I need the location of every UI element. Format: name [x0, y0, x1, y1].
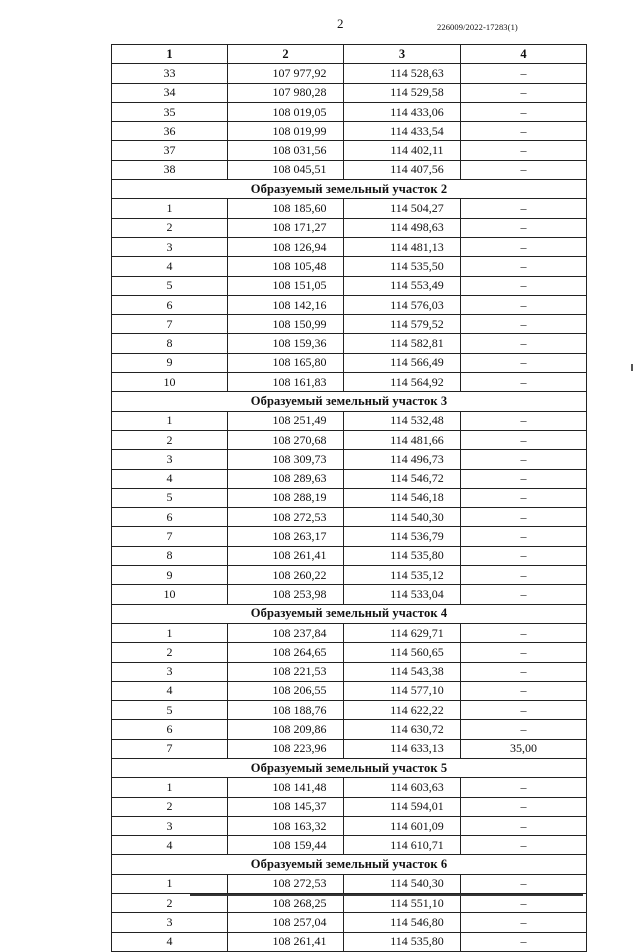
point-number-cell: 2 [112, 430, 228, 449]
distance-cell: – [461, 874, 587, 893]
section-title-row [112, 392, 587, 411]
distance-cell: – [461, 430, 587, 449]
x-coordinate-cell: 108 151,05 [228, 276, 344, 295]
distance-cell: – [461, 643, 587, 662]
x-coordinate-cell: 108 159,36 [228, 334, 344, 353]
x-coordinate-cell: 108 185,60 [228, 199, 344, 218]
section-title-row [112, 855, 587, 874]
distance-cell: – [461, 894, 587, 913]
y-coordinate-cell: 114 601,09 [344, 816, 461, 835]
distance-cell: – [461, 816, 587, 835]
y-coordinate-cell: 114 594,01 [344, 797, 461, 816]
distance-cell: – [461, 122, 587, 141]
point-number-cell: 2 [112, 797, 228, 816]
table-row [112, 450, 587, 469]
point-number-cell: 3 [112, 237, 228, 256]
distance-cell: – [461, 797, 587, 816]
table-row [112, 411, 587, 430]
y-coordinate-cell: 114 576,03 [344, 295, 461, 314]
y-coordinate-cell: 114 407,56 [344, 160, 461, 179]
point-number-cell: 10 [112, 373, 228, 392]
x-coordinate-cell: 108 261,41 [228, 932, 344, 951]
x-coordinate-cell: 108 105,48 [228, 257, 344, 276]
y-coordinate-cell: 114 533,04 [344, 585, 461, 604]
column-header: 2 [228, 45, 344, 64]
y-coordinate-cell: 114 433,54 [344, 122, 461, 141]
distance-cell: – [461, 257, 587, 276]
distance-cell: – [461, 373, 587, 392]
y-coordinate-cell: 114 566,49 [344, 353, 461, 372]
point-number-cell: 5 [112, 701, 228, 720]
distance-cell: – [461, 527, 587, 546]
x-coordinate-cell: 108 263,17 [228, 527, 344, 546]
point-number-cell: 3 [112, 816, 228, 835]
y-coordinate-cell: 114 540,30 [344, 508, 461, 527]
x-coordinate-cell: 108 270,68 [228, 430, 344, 449]
column-header: 3 [344, 45, 461, 64]
x-coordinate-cell: 108 031,56 [228, 141, 344, 160]
x-coordinate-cell: 108 141,48 [228, 778, 344, 797]
table-row [112, 508, 587, 527]
distance-cell: – [461, 102, 587, 121]
y-coordinate-cell: 114 560,65 [344, 643, 461, 662]
distance-cell: – [461, 720, 587, 739]
point-number-cell: 1 [112, 411, 228, 430]
distance-cell: – [461, 585, 587, 604]
distance-cell: – [461, 662, 587, 681]
point-number-cell: 4 [112, 836, 228, 855]
table-row [112, 643, 587, 662]
y-coordinate-cell: 114 504,27 [344, 199, 461, 218]
table-row [112, 430, 587, 449]
section-title: Образуемый земельный участок 3 [112, 392, 587, 411]
table-row [112, 662, 587, 681]
y-coordinate-cell: 114 481,66 [344, 430, 461, 449]
y-coordinate-cell: 114 498,63 [344, 218, 461, 237]
x-coordinate-cell: 108 272,53 [228, 874, 344, 893]
table-row [112, 160, 587, 179]
table-row [112, 797, 587, 816]
distance-cell: – [461, 469, 587, 488]
table-row [112, 64, 587, 83]
section-title: Образуемый земельный участок 4 [112, 604, 587, 623]
x-coordinate-cell: 108 171,27 [228, 218, 344, 237]
distance-cell: – [461, 276, 587, 295]
table-row [112, 566, 587, 585]
point-number-cell: 7 [112, 527, 228, 546]
x-coordinate-cell: 108 309,73 [228, 450, 344, 469]
table-row [112, 276, 587, 295]
table-row [112, 315, 587, 334]
document-id: 226009/2022-17283(1) [437, 22, 518, 32]
table-row [112, 488, 587, 507]
distance-cell: – [461, 778, 587, 797]
x-coordinate-cell: 108 264,65 [228, 643, 344, 662]
table-row [112, 720, 587, 739]
point-number-cell: 1 [112, 874, 228, 893]
point-number-cell: 2 [112, 218, 228, 237]
table-row [112, 353, 587, 372]
x-coordinate-cell: 108 150,99 [228, 315, 344, 334]
point-number-cell: 35 [112, 102, 228, 121]
distance-cell: – [461, 295, 587, 314]
point-number-cell: 3 [112, 662, 228, 681]
x-coordinate-cell: 108 237,84 [228, 623, 344, 642]
table-row [112, 257, 587, 276]
section-title: Образуемый земельный участок 2 [112, 180, 587, 199]
x-coordinate-cell: 108 251,49 [228, 411, 344, 430]
distance-cell: – [461, 199, 587, 218]
point-number-cell: 4 [112, 932, 228, 951]
y-coordinate-cell: 114 528,63 [344, 64, 461, 83]
table-row [112, 334, 587, 353]
x-coordinate-cell: 107 977,92 [228, 64, 344, 83]
x-coordinate-cell: 108 223,96 [228, 739, 344, 758]
section-title-row [112, 180, 587, 199]
y-coordinate-cell: 114 433,06 [344, 102, 461, 121]
table-row [112, 894, 587, 913]
distance-cell: – [461, 508, 587, 527]
y-coordinate-cell: 114 481,13 [344, 237, 461, 256]
section-title: Образуемый земельный участок 5 [112, 758, 587, 777]
x-coordinate-cell: 108 261,41 [228, 546, 344, 565]
point-number-cell: 4 [112, 469, 228, 488]
distance-cell: – [461, 701, 587, 720]
x-coordinate-cell: 108 257,04 [228, 913, 344, 932]
y-coordinate-cell: 114 536,79 [344, 527, 461, 546]
distance-cell: – [461, 932, 587, 951]
point-number-cell: 10 [112, 585, 228, 604]
y-coordinate-cell: 114 577,10 [344, 681, 461, 700]
x-coordinate-cell: 108 253,98 [228, 585, 344, 604]
point-number-cell: 7 [112, 739, 228, 758]
y-coordinate-cell: 114 564,92 [344, 373, 461, 392]
table-row [112, 527, 587, 546]
table-row [112, 469, 587, 488]
x-coordinate-cell: 108 142,16 [228, 295, 344, 314]
point-number-cell: 6 [112, 508, 228, 527]
x-coordinate-cell: 108 159,44 [228, 836, 344, 855]
point-number-cell: 36 [112, 122, 228, 141]
point-number-cell: 8 [112, 334, 228, 353]
distance-cell: – [461, 836, 587, 855]
distance-cell: – [461, 334, 587, 353]
point-number-cell: 7 [112, 315, 228, 334]
x-coordinate-cell: 108 268,25 [228, 894, 344, 913]
table-row [112, 932, 587, 951]
y-coordinate-cell: 114 553,49 [344, 276, 461, 295]
point-number-cell: 3 [112, 913, 228, 932]
y-coordinate-cell: 114 535,50 [344, 257, 461, 276]
y-coordinate-cell: 114 630,72 [344, 720, 461, 739]
table-row [112, 373, 587, 392]
point-number-cell: 34 [112, 83, 228, 102]
table-row [112, 585, 587, 604]
point-number-cell: 1 [112, 778, 228, 797]
x-coordinate-cell: 108 272,53 [228, 508, 344, 527]
point-number-cell: 5 [112, 488, 228, 507]
distance-cell: – [461, 623, 587, 642]
point-number-cell: 3 [112, 450, 228, 469]
y-coordinate-cell: 114 546,72 [344, 469, 461, 488]
page-number: 2 [337, 16, 344, 31]
x-coordinate-cell: 108 288,19 [228, 488, 344, 507]
section-title-row [112, 758, 587, 777]
x-coordinate-cell: 108 145,37 [228, 797, 344, 816]
distance-cell: – [461, 83, 587, 102]
y-coordinate-cell: 114 622,22 [344, 701, 461, 720]
x-coordinate-cell: 107 980,28 [228, 83, 344, 102]
table-row [112, 739, 587, 758]
point-number-cell: 2 [112, 643, 228, 662]
table-row [112, 218, 587, 237]
x-coordinate-cell: 108 045,51 [228, 160, 344, 179]
x-coordinate-cell: 108 289,63 [228, 469, 344, 488]
point-number-cell: 1 [112, 623, 228, 642]
section-title-row [112, 604, 587, 623]
point-number-cell: 4 [112, 681, 228, 700]
y-coordinate-cell: 114 535,12 [344, 566, 461, 585]
point-number-cell: 8 [112, 546, 228, 565]
x-coordinate-cell: 108 206,55 [228, 681, 344, 700]
y-coordinate-cell: 114 496,73 [344, 450, 461, 469]
distance-cell: – [461, 160, 587, 179]
table-row [112, 122, 587, 141]
table-row [112, 295, 587, 314]
point-number-cell: 2 [112, 894, 228, 913]
distance-cell: – [461, 141, 587, 160]
point-number-cell: 33 [112, 64, 228, 83]
distance-cell: – [461, 218, 587, 237]
table-row [112, 546, 587, 565]
distance-cell: – [461, 566, 587, 585]
column-header: 4 [461, 45, 587, 64]
distance-cell: – [461, 411, 587, 430]
point-number-cell: 6 [112, 720, 228, 739]
distance-cell: 35,00 [461, 739, 587, 758]
y-coordinate-cell: 114 529,58 [344, 83, 461, 102]
distance-cell: – [461, 488, 587, 507]
coordinates-table-body [112, 45, 587, 952]
x-coordinate-cell: 108 260,22 [228, 566, 344, 585]
y-coordinate-cell: 114 535,80 [344, 546, 461, 565]
point-number-cell: 6 [112, 295, 228, 314]
table-row [112, 816, 587, 835]
column-header: 1 [112, 45, 228, 64]
point-number-cell: 37 [112, 141, 228, 160]
distance-cell: – [461, 913, 587, 932]
table-row [112, 778, 587, 797]
x-coordinate-cell: 108 209,86 [228, 720, 344, 739]
table-row [112, 141, 587, 160]
y-coordinate-cell: 114 582,81 [344, 334, 461, 353]
section-title: Образуемый земельный участок 6 [112, 855, 587, 874]
scan-edge-mark [631, 364, 633, 371]
y-coordinate-cell: 114 633,13 [344, 739, 461, 758]
x-coordinate-cell: 108 221,53 [228, 662, 344, 681]
x-coordinate-cell: 108 165,80 [228, 353, 344, 372]
table-row [112, 836, 587, 855]
distance-cell: – [461, 353, 587, 372]
y-coordinate-cell: 114 579,52 [344, 315, 461, 334]
point-number-cell: 9 [112, 566, 228, 585]
y-coordinate-cell: 114 546,18 [344, 488, 461, 507]
distance-cell: – [461, 237, 587, 256]
table-row [112, 623, 587, 642]
table-row [112, 237, 587, 256]
table-row [112, 681, 587, 700]
x-coordinate-cell: 108 188,76 [228, 701, 344, 720]
table-row [112, 102, 587, 121]
distance-cell: – [461, 64, 587, 83]
page-bottom-rule [190, 894, 583, 896]
table-row [112, 913, 587, 932]
y-coordinate-cell: 114 629,71 [344, 623, 461, 642]
point-number-cell: 9 [112, 353, 228, 372]
distance-cell: – [461, 546, 587, 565]
coordinates-table [111, 44, 587, 952]
y-coordinate-cell: 114 551,10 [344, 894, 461, 913]
y-coordinate-cell: 114 535,80 [344, 932, 461, 951]
y-coordinate-cell: 114 540,30 [344, 874, 461, 893]
x-coordinate-cell: 108 126,94 [228, 237, 344, 256]
point-number-cell: 5 [112, 276, 228, 295]
point-number-cell: 4 [112, 257, 228, 276]
distance-cell: – [461, 315, 587, 334]
distance-cell: – [461, 450, 587, 469]
point-number-cell: 1 [112, 199, 228, 218]
distance-cell: – [461, 681, 587, 700]
x-coordinate-cell: 108 163,32 [228, 816, 344, 835]
table-row [112, 83, 587, 102]
y-coordinate-cell: 114 402,11 [344, 141, 461, 160]
x-coordinate-cell: 108 019,99 [228, 122, 344, 141]
y-coordinate-cell: 114 610,71 [344, 836, 461, 855]
table-row [112, 199, 587, 218]
x-coordinate-cell: 108 019,05 [228, 102, 344, 121]
y-coordinate-cell: 114 546,80 [344, 913, 461, 932]
y-coordinate-cell: 114 543,38 [344, 662, 461, 681]
table-row [112, 701, 587, 720]
table-row [112, 874, 587, 893]
y-coordinate-cell: 114 603,63 [344, 778, 461, 797]
point-number-cell: 38 [112, 160, 228, 179]
y-coordinate-cell: 114 532,48 [344, 411, 461, 430]
table-header-row [112, 45, 587, 64]
x-coordinate-cell: 108 161,83 [228, 373, 344, 392]
